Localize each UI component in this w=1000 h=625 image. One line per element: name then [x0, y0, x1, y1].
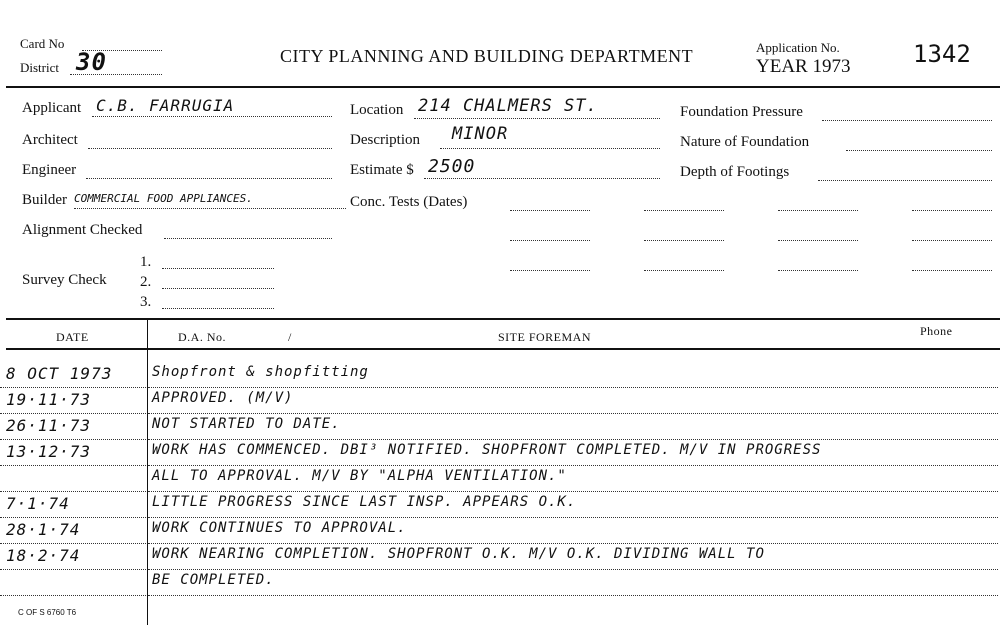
table-top-rule: [6, 318, 1000, 320]
estimate-value: 2500: [428, 156, 476, 177]
phone-header: Phone: [920, 324, 953, 338]
row-date: 13·12·73: [6, 442, 92, 461]
depth-of-footings-label: Depth of Footings: [680, 164, 790, 180]
row-entry: WORK HAS COMMENCED. DBI³ NOTIFIED. SHOPFRONT COMPLETED. M/V IN PROGRESS: [152, 442, 822, 458]
row-date: 28·1·74: [6, 520, 81, 539]
survey-check-label: Survey Check: [22, 272, 107, 288]
table-row: [0, 546, 1000, 572]
builder-value: COMMERCIAL FOOD APPLIANCES.: [74, 192, 253, 205]
date-header: DATE: [56, 330, 89, 344]
table-row: [0, 468, 1000, 494]
survey-item-3: 3.: [140, 294, 152, 310]
table-row: [0, 520, 1000, 546]
da-no-slash: /: [288, 330, 292, 344]
row-date: 19·11·73: [6, 390, 92, 409]
row-entry: APPROVED. (M/V): [152, 390, 294, 406]
row-entry: NOT STARTED TO DATE.: [152, 416, 341, 432]
row-entry: WORK CONTINUES TO APPROVAL.: [152, 520, 407, 536]
foundation-pressure-label: Foundation Pressure: [680, 104, 803, 120]
description-value: MINOR: [452, 124, 509, 144]
row-date: 18·2·74: [6, 546, 81, 565]
table-header-rule: [6, 348, 1000, 350]
table-row: [0, 442, 1000, 468]
survey-item-1: 1.: [140, 254, 152, 270]
builder-label: Builder: [22, 192, 67, 208]
site-foreman-header: SITE FOREMAN: [498, 330, 592, 344]
nature-of-foundation-label: Nature of Foundation: [680, 134, 810, 150]
row-entry: Shopfront & shopfitting: [152, 364, 369, 380]
application-label: Application No.: [756, 40, 840, 55]
alignment-label: Alignment Checked: [22, 222, 143, 238]
table-row: [0, 364, 1000, 390]
architect-label: Architect: [22, 132, 78, 148]
conc-tests-label: Conc. Tests (Dates): [350, 194, 468, 210]
district-label: District: [20, 60, 59, 75]
applicant-value: C.B. FARRUGIA: [96, 96, 235, 115]
row-entry: WORK NEARING COMPLETION. SHOPFRONT O.K. M/V O.K. DIVIDING WALL TO: [152, 546, 765, 562]
table-row: [0, 390, 1000, 416]
table-row: [0, 494, 1000, 520]
survey-item-2: 2.: [140, 274, 152, 290]
form-code: C OF S 6760 T6: [18, 608, 77, 617]
department-title: CITY PLANNING AND BUILDING DEPARTMENT: [280, 46, 694, 66]
row-date: 8 OCT 1973: [6, 364, 113, 383]
da-no-header: D.A. No.: [178, 330, 226, 344]
header-rule: [6, 86, 1000, 88]
row-entry: LITTLE PROGRESS SINCE LAST INSP. APPEARS O.K.: [152, 494, 577, 510]
row-entry: ALL TO APPROVAL. M/V BY "ALPHA VENTILATION.": [152, 468, 567, 484]
location-label: Location: [350, 102, 404, 118]
table-row: [0, 572, 1000, 598]
description-label: Description: [350, 132, 420, 148]
estimate-label: Estimate $: [350, 162, 414, 178]
application-number: 1342: [913, 40, 971, 68]
year-label: YEAR 1973: [756, 56, 851, 77]
location-value: 214 CHALMERS ST.: [418, 96, 598, 116]
row-date: 7·1·74: [6, 494, 70, 513]
row-entry: BE COMPLETED.: [152, 572, 275, 588]
row-date: 26·11·73: [6, 416, 92, 435]
table-row: [0, 416, 1000, 442]
card-number-value: 30: [76, 48, 107, 76]
applicant-label: Applicant: [22, 100, 82, 116]
engineer-label: Engineer: [22, 162, 77, 178]
card-no-label: Card No: [20, 36, 65, 51]
